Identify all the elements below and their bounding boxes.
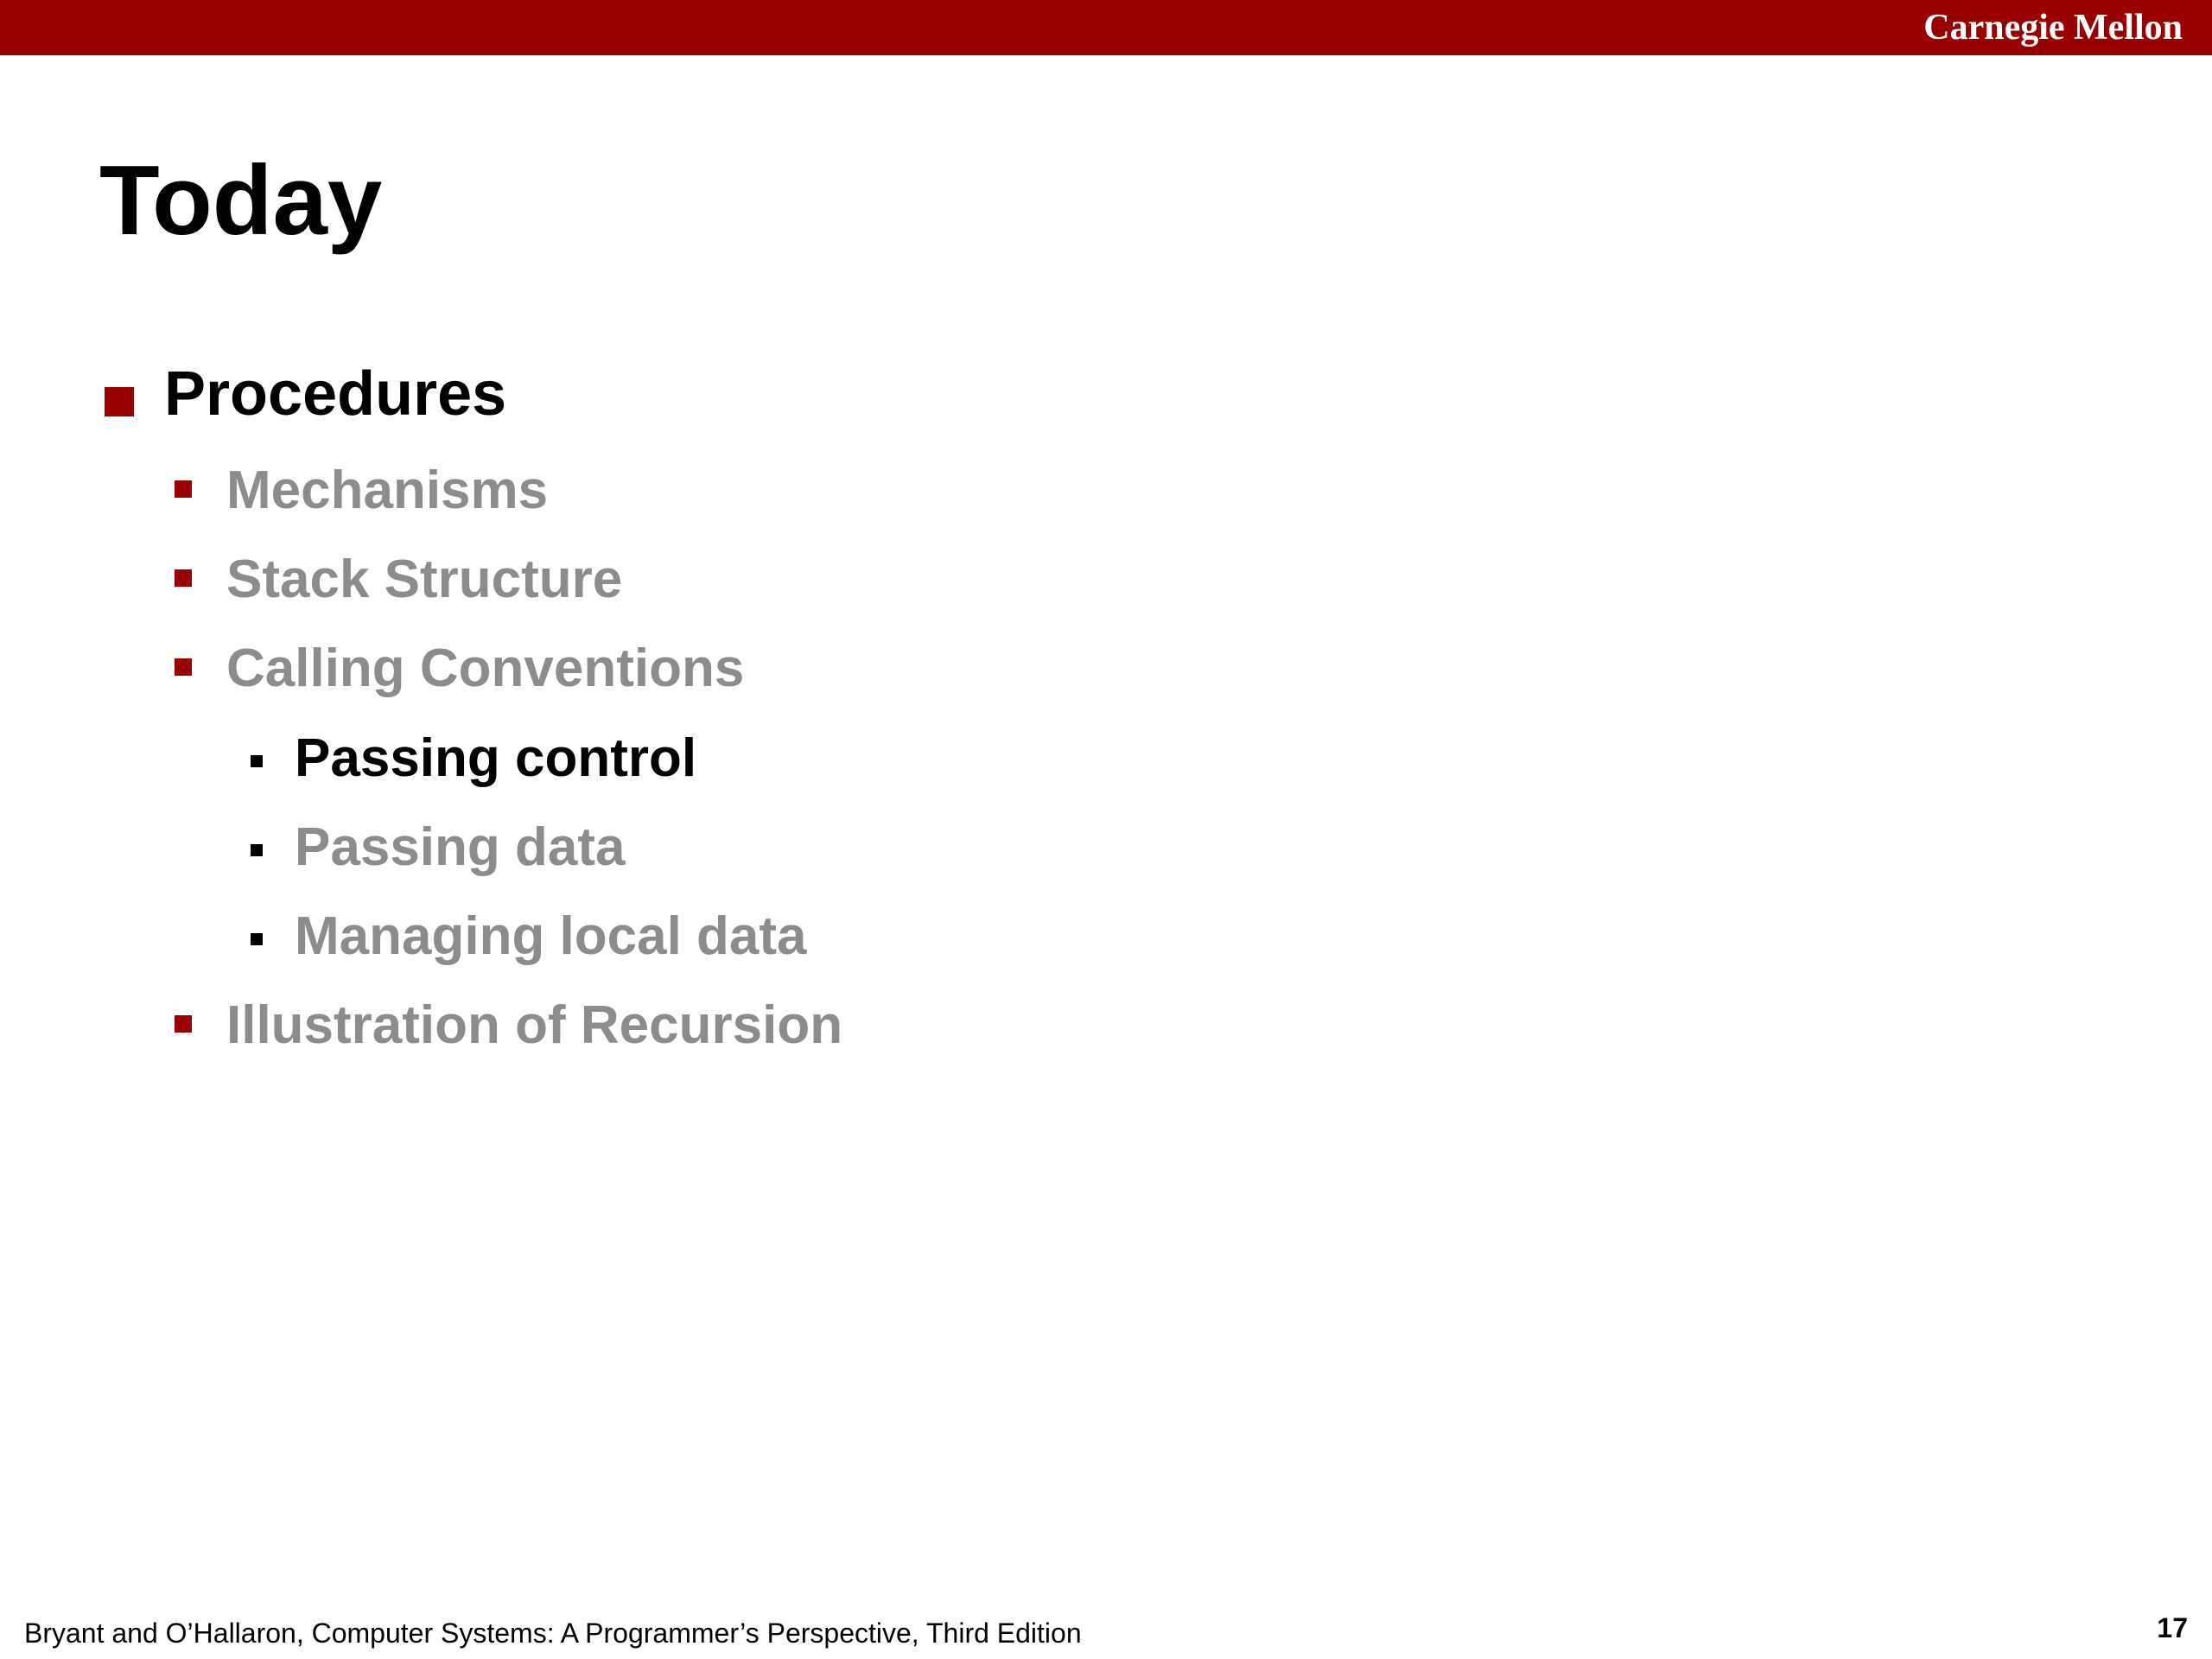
slide-title: Today bbox=[99, 146, 383, 256]
brand-name: Carnegie Mellon bbox=[1923, 8, 2183, 48]
outline-subitem-managing-local-data bbox=[249, 902, 807, 971]
outline-item-illustration-of-recursion bbox=[173, 991, 842, 1060]
outline-item-mechanisms bbox=[173, 456, 548, 525]
outline-item-label: Calling Conventions bbox=[226, 639, 745, 698]
square-bullet-icon bbox=[105, 387, 134, 416]
small-square-bullet-icon bbox=[251, 755, 263, 767]
outline-subitem-label: Managing local data bbox=[295, 906, 807, 966]
header-bar bbox=[0, 0, 2212, 55]
outline-subitem-label: Passing data bbox=[295, 817, 626, 877]
square-bullet-icon bbox=[175, 658, 192, 676]
square-bullet-icon bbox=[175, 480, 192, 498]
square-bullet-icon bbox=[175, 1015, 192, 1033]
outline-item-label: Stack Structure bbox=[226, 550, 623, 609]
square-bullet-icon bbox=[175, 569, 192, 587]
small-square-bullet-icon bbox=[251, 844, 263, 856]
outline-subitem-passing-data bbox=[249, 813, 625, 882]
small-square-bullet-icon bbox=[251, 933, 263, 945]
outline-subitem-label: Passing control bbox=[295, 728, 697, 788]
outline-subitem-passing-control bbox=[249, 724, 696, 793]
page-number: 17 bbox=[2157, 1612, 2188, 1643]
footer-citation: Bryant and O’Hallaron, Computer Systems: A Programmer’s Perspective, Third Edition bbox=[24, 1618, 1082, 1649]
outline-item-stack-structure bbox=[173, 545, 622, 614]
outline-item-procedures bbox=[101, 353, 506, 435]
outline-item-label: Illustration of Recursion bbox=[226, 995, 843, 1055]
outline-item-calling-conventions bbox=[173, 634, 744, 703]
outline-item-label: Mechanisms bbox=[226, 461, 549, 520]
outline-item-label: Procedures bbox=[164, 359, 507, 429]
